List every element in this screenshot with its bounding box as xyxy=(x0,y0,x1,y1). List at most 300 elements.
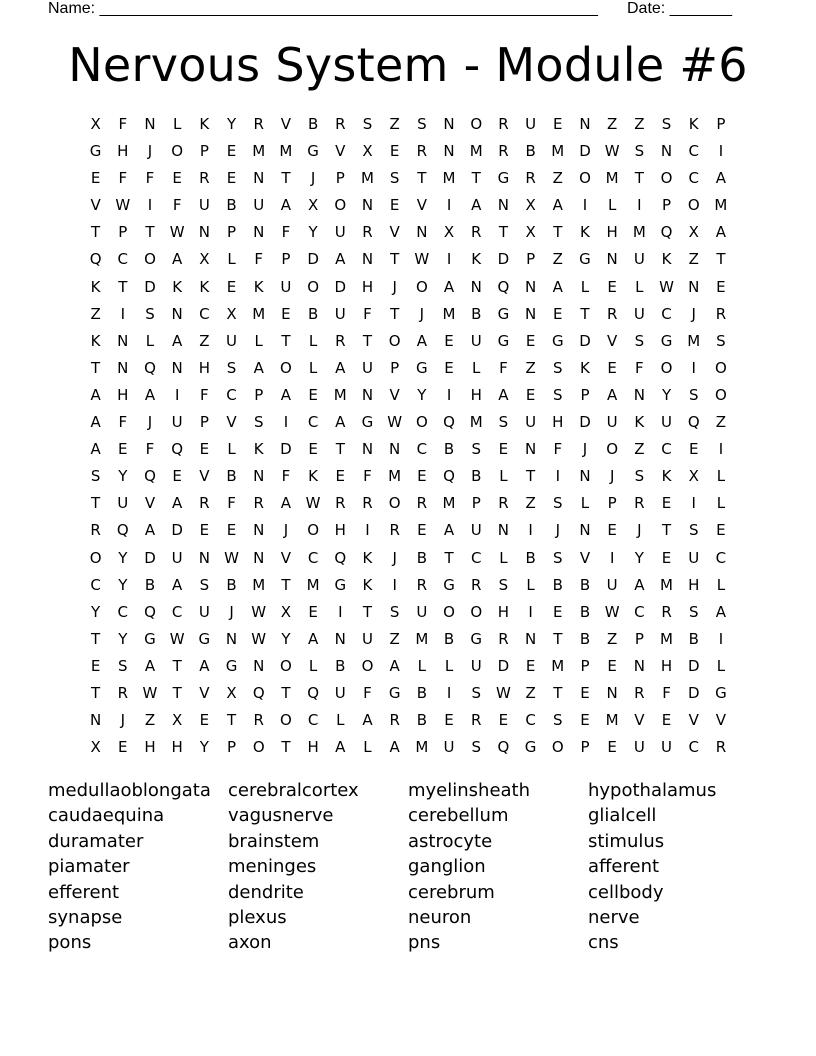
grid-letter: B xyxy=(552,575,563,594)
grid-letter: O xyxy=(579,169,591,188)
grid-letter: L xyxy=(336,711,345,730)
grid-letter: J xyxy=(637,521,642,540)
grid-letter: M xyxy=(605,169,619,188)
grid-letter: B xyxy=(226,575,237,594)
grid-letter: L xyxy=(254,331,263,350)
grid-letter: Q xyxy=(89,250,102,269)
grid-letter: A xyxy=(443,277,455,296)
grid-letter: E xyxy=(90,169,101,188)
grid-letter: G xyxy=(443,575,455,594)
grid-letter: A xyxy=(607,385,618,404)
grid-letter: C xyxy=(307,711,319,730)
grid-letter: J xyxy=(310,169,316,188)
grid-letter: H xyxy=(361,277,374,296)
grid-letter: B xyxy=(471,304,482,323)
grid-letter: S xyxy=(553,494,563,513)
grid-letter: D xyxy=(579,413,591,432)
grid-letter: K xyxy=(253,440,264,459)
grid-letter: B xyxy=(688,629,699,648)
grid-letter: M xyxy=(660,629,673,648)
grid-letter: S xyxy=(553,711,563,730)
grid-letter: E xyxy=(118,738,128,757)
grid-letter: S xyxy=(199,575,210,594)
grid-letter: S xyxy=(118,656,128,675)
grid-letter: L xyxy=(472,358,481,377)
worksheet-header xyxy=(48,0,748,20)
grid-letter: T xyxy=(91,629,101,648)
grid-letter: N xyxy=(579,521,591,540)
grid-letter: U xyxy=(361,358,373,377)
grid-letter: R xyxy=(661,602,672,621)
word-list-item: ganglion xyxy=(408,856,486,878)
grid-letter: Q xyxy=(443,467,455,486)
grid-letter: E xyxy=(661,548,672,567)
grid-letter: G xyxy=(144,629,156,648)
grid-letter: C xyxy=(307,413,319,432)
grid-letter: F xyxy=(200,385,209,404)
grid-letter: B xyxy=(443,440,455,459)
grid-letter: W xyxy=(495,683,511,702)
grid-letter: N xyxy=(361,196,374,215)
grid-letter: U xyxy=(416,602,428,621)
grid-letter: W xyxy=(142,683,158,702)
grid-letter: T xyxy=(172,656,182,675)
grid-letter: S xyxy=(661,115,672,133)
grid-letter: O xyxy=(280,656,292,675)
grid-letter: I xyxy=(446,683,452,702)
grid-letter: K xyxy=(661,250,672,269)
grid-letter: M xyxy=(333,385,347,404)
grid-letter: U xyxy=(661,738,673,757)
grid-letter: E xyxy=(580,711,590,730)
grid-letter: M xyxy=(415,629,429,648)
grid-letter: Z xyxy=(715,413,727,432)
grid-letter: F xyxy=(145,169,155,188)
grid-letter: Z xyxy=(199,331,210,350)
word-list-item: synapse xyxy=(48,906,123,928)
grid-letter: H xyxy=(171,738,183,757)
grid-letter: N xyxy=(225,629,238,648)
grid-letter: T xyxy=(580,304,590,323)
word-list-item: meninges xyxy=(228,856,317,878)
grid-letter: W xyxy=(169,629,185,648)
grid-letter: S xyxy=(471,440,481,459)
grid-letter: E xyxy=(498,440,509,459)
grid-letter: D xyxy=(334,277,347,296)
word-search-grid xyxy=(82,111,735,761)
grid-letter: M xyxy=(442,494,456,513)
grid-letter: O xyxy=(551,738,564,757)
grid-letter: I xyxy=(609,548,615,567)
grid-letter: I xyxy=(365,521,370,540)
grid-letter: I xyxy=(120,304,125,323)
grid-letter: R xyxy=(498,494,509,513)
grid-letter: J xyxy=(147,142,153,161)
grid-letter: N xyxy=(443,115,455,133)
word-list-item: cerebrum xyxy=(408,881,495,903)
grid-letter: B xyxy=(579,629,591,648)
grid-letter: U xyxy=(198,602,210,621)
grid-letter: Z xyxy=(525,358,536,377)
grid-letter: G xyxy=(470,629,483,648)
grid-letter: V xyxy=(335,142,346,161)
grid-letter: I xyxy=(446,250,452,269)
grid-letter: G xyxy=(225,656,238,675)
grid-letter: O xyxy=(171,142,184,161)
grid-letter: R xyxy=(389,521,400,540)
grid-letter: E xyxy=(553,602,563,621)
grid-letter: G xyxy=(361,413,374,432)
grid-letter: B xyxy=(579,575,591,594)
word-list-item: stimulus xyxy=(588,830,665,852)
grid-letter: B xyxy=(226,196,237,215)
grid-letter: Q xyxy=(497,277,510,296)
word-list-item: glialcell xyxy=(588,805,657,827)
grid-letter: T xyxy=(716,250,726,269)
grid-letter: N xyxy=(633,656,645,675)
grid-letter: O xyxy=(470,602,483,621)
grid-letter: Q xyxy=(144,358,156,377)
grid-letter: U xyxy=(661,413,673,432)
grid-letter: F xyxy=(363,683,372,702)
grid-letter: U xyxy=(606,575,618,594)
grid-letter: L xyxy=(227,440,236,459)
grid-letter: J xyxy=(229,602,234,621)
grid-letter: V xyxy=(199,683,210,702)
grid-letter: T xyxy=(91,683,101,702)
grid-letter: O xyxy=(280,358,292,377)
grid-letter: A xyxy=(634,575,645,594)
grid-letter: C xyxy=(117,250,129,269)
grid-letter: V xyxy=(715,711,727,730)
grid-letter: C xyxy=(688,169,699,188)
grid-letter: B xyxy=(416,548,427,567)
grid-letter: L xyxy=(308,358,318,377)
grid-letter: F xyxy=(553,440,563,459)
grid-letter: E xyxy=(444,331,454,350)
grid-letter: E xyxy=(226,142,237,161)
grid-letter: A xyxy=(715,602,727,621)
grid-letter: H xyxy=(552,413,564,432)
grid-letter: O xyxy=(307,277,319,296)
grid-letter: Z xyxy=(90,304,101,323)
grid-letter: P xyxy=(607,494,617,513)
grid-letter: S xyxy=(716,331,726,350)
grid-letter: Y xyxy=(308,223,318,242)
grid-letter: U xyxy=(171,413,183,432)
grid-letter: O xyxy=(334,196,347,215)
grid-letter: N xyxy=(253,467,265,486)
grid-letter: W xyxy=(414,250,430,269)
grid-letter: S xyxy=(90,467,101,486)
grid-letter: E xyxy=(580,683,590,702)
grid-letter: H xyxy=(117,385,129,404)
grid-letter: O xyxy=(307,521,319,540)
grid-letter: C xyxy=(634,602,645,621)
grid-letter: Y xyxy=(199,738,209,757)
grid-letter: T xyxy=(91,223,101,242)
grid-letter: R xyxy=(335,115,346,133)
grid-letter: N xyxy=(253,169,265,188)
grid-letter: E xyxy=(444,358,454,377)
grid-letter: E xyxy=(553,115,563,133)
grid-letter: K xyxy=(471,250,482,269)
grid-letter: I xyxy=(446,385,452,404)
grid-letter: P xyxy=(227,223,237,242)
grid-letter: S xyxy=(471,738,481,757)
grid-letter: J xyxy=(582,440,588,459)
grid-letter: X xyxy=(362,142,373,161)
grid-letter: H xyxy=(307,738,319,757)
grid-letter: A xyxy=(362,711,373,730)
grid-letter: O xyxy=(388,331,401,350)
grid-letter: F xyxy=(281,223,291,242)
grid-letter: E xyxy=(118,440,128,459)
word-list-item: cerebellum xyxy=(408,805,509,827)
grid-letter: Z xyxy=(634,440,645,459)
grid-letter: L xyxy=(444,656,454,675)
grid-letter: T xyxy=(281,683,291,702)
grid-letter: G xyxy=(551,331,564,350)
grid-letter: E xyxy=(335,467,346,486)
grid-letter: I xyxy=(718,440,724,459)
word-list-item: medullaoblongata xyxy=(48,780,211,801)
grid-letter: E xyxy=(607,521,617,540)
grid-letter: W xyxy=(604,602,620,621)
grid-letter: E xyxy=(688,440,699,459)
grid-letter: U xyxy=(253,196,265,215)
grid-letter: N xyxy=(198,548,210,567)
grid-letter: R xyxy=(117,683,128,702)
grid-letter: I xyxy=(691,494,696,513)
grid-letter: E xyxy=(607,277,617,296)
grid-letter: N xyxy=(470,277,482,296)
word-list-item: cellbody xyxy=(588,881,664,903)
grid-letter: N xyxy=(334,629,346,648)
grid-letter: U xyxy=(117,494,129,513)
grid-letter: G xyxy=(660,331,673,350)
grid-letter: E xyxy=(226,521,237,540)
grid-letter: O xyxy=(687,196,700,215)
grid-letter: P xyxy=(526,250,536,269)
grid-letter: X xyxy=(525,223,536,242)
grid-letter: V xyxy=(579,548,591,567)
grid-letter: R xyxy=(498,142,509,161)
grid-letter: X xyxy=(172,711,183,730)
grid-letter: T xyxy=(553,683,563,702)
grid-letter: H xyxy=(497,602,510,621)
grid-letter: M xyxy=(660,575,673,594)
grid-letter: L xyxy=(716,494,726,513)
grid-letter: R xyxy=(253,711,264,730)
grid-letter: E xyxy=(417,521,427,540)
grid-letter: S xyxy=(553,548,563,567)
grid-letter: S xyxy=(498,575,509,594)
grid-letter: T xyxy=(498,223,508,242)
grid-letter: W xyxy=(224,548,239,567)
grid-letter: B xyxy=(226,467,237,486)
grid-letter: I xyxy=(528,602,533,621)
grid-letter: R xyxy=(416,494,428,513)
grid-letter: T xyxy=(335,440,345,459)
grid-letter: Z xyxy=(634,115,645,133)
grid-letter: O xyxy=(470,115,483,133)
grid-letter: M xyxy=(469,413,483,432)
grid-letter: F xyxy=(662,683,671,702)
grid-letter: N xyxy=(579,115,591,133)
grid-letter: L xyxy=(227,250,236,269)
grid-letter: B xyxy=(416,711,427,730)
grid-letter: K xyxy=(90,331,101,350)
grid-letter: C xyxy=(661,304,672,323)
grid-letter: M xyxy=(360,169,374,188)
grid-letter: U xyxy=(334,304,346,323)
grid-letter: A xyxy=(280,385,292,404)
grid-letter: J xyxy=(691,304,696,323)
grid-letter: P xyxy=(716,115,726,133)
grid-letter: U xyxy=(470,521,482,540)
grid-letter: X xyxy=(90,738,101,757)
grid-letter: K xyxy=(580,223,590,242)
grid-letter: G xyxy=(334,575,347,594)
grid-letter: W xyxy=(251,629,267,648)
grid-letter: Y xyxy=(118,548,128,567)
grid-letter: R xyxy=(498,115,509,133)
grid-letter: H xyxy=(470,385,482,404)
grid-letter: E xyxy=(661,494,672,513)
word-list-item: afferent xyxy=(588,856,660,878)
grid-letter: E xyxy=(525,656,536,675)
grid-letter: G xyxy=(497,331,510,350)
grid-letter: J xyxy=(392,548,397,567)
grid-letter: N xyxy=(117,331,129,350)
grid-letter: W xyxy=(115,196,131,215)
grid-letter: G xyxy=(198,629,211,648)
grid-letter: Q xyxy=(443,413,455,432)
grid-letter: U xyxy=(633,250,645,269)
grid-letter: F xyxy=(145,440,155,459)
grid-letter: O xyxy=(715,358,727,377)
grid-letter: O xyxy=(361,656,374,675)
grid-letter: C xyxy=(688,142,699,161)
grid-letter: E xyxy=(389,196,400,215)
grid-letter: T xyxy=(226,711,237,730)
grid-letter: B xyxy=(307,115,319,133)
grid-letter: E xyxy=(199,521,210,540)
grid-letter: A xyxy=(307,629,319,648)
grid-letter: K xyxy=(172,277,183,296)
grid-letter: A xyxy=(416,331,427,350)
grid-letter: I xyxy=(392,575,397,594)
grid-letter: I xyxy=(691,358,696,377)
grid-letter: U xyxy=(688,548,700,567)
grid-letter: O xyxy=(715,385,727,404)
word-list-item: astrocyte xyxy=(408,830,493,852)
grid-letter: X xyxy=(525,196,536,215)
grid-letter: L xyxy=(499,467,508,486)
grid-letter: M xyxy=(252,575,266,594)
grid-letter: U xyxy=(361,629,373,648)
grid-letter: M xyxy=(551,142,565,161)
grid-letter: V xyxy=(199,467,210,486)
grid-letter: C xyxy=(525,711,536,730)
grid-letter: E xyxy=(417,467,427,486)
grid-letter: D xyxy=(687,656,700,675)
grid-letter: E xyxy=(716,277,726,296)
grid-letter: T xyxy=(172,683,182,702)
grid-letter: L xyxy=(172,115,182,133)
grid-letter: I xyxy=(338,602,343,621)
grid-letter: Z xyxy=(525,683,536,702)
grid-letter: G xyxy=(497,304,510,323)
grid-letter: Z xyxy=(525,494,536,513)
grid-letter: M xyxy=(632,223,646,242)
grid-letter: C xyxy=(661,440,672,459)
grid-letter: B xyxy=(335,656,346,675)
grid-letter: V xyxy=(389,223,400,242)
grid-letter: C xyxy=(715,548,727,567)
grid-letter: N xyxy=(443,142,455,161)
grid-letter: A xyxy=(389,656,400,675)
word-list-item: caudaequina xyxy=(48,805,165,827)
grid-letter: E xyxy=(199,440,210,459)
grid-letter: P xyxy=(281,250,291,269)
grid-letter: G xyxy=(388,683,401,702)
grid-letter: N xyxy=(361,250,374,269)
word-list xyxy=(48,778,768,956)
word-list-item: pns xyxy=(408,932,441,954)
grid-letter: J xyxy=(555,521,560,540)
grid-letter: Q xyxy=(497,738,510,757)
grid-letter: A xyxy=(335,413,346,432)
grid-letter: E xyxy=(716,521,726,540)
grid-letter: E xyxy=(553,304,563,323)
grid-letter: D xyxy=(579,142,591,161)
grid-letter: E xyxy=(172,169,182,188)
grid-letter: S xyxy=(389,602,400,621)
grid-letter: M xyxy=(605,711,619,730)
grid-letter: V xyxy=(280,548,292,567)
grid-letter: A xyxy=(715,169,727,188)
grid-letter: G xyxy=(89,142,102,161)
grid-letter: U xyxy=(470,656,482,675)
grid-letter: R xyxy=(362,223,373,242)
grid-letter: G xyxy=(416,358,428,377)
grid-letter: P xyxy=(335,169,345,188)
word-list-item: cerebralcortex xyxy=(228,780,359,801)
grid-letter: C xyxy=(199,304,210,323)
grid-letter: M xyxy=(279,142,293,161)
grid-letter: A xyxy=(90,413,101,432)
grid-letter: E xyxy=(226,169,237,188)
grid-letter: S xyxy=(253,413,264,432)
grid-letter: O xyxy=(660,358,673,377)
grid-letter: L xyxy=(499,548,508,567)
grid-letter: E xyxy=(281,304,291,323)
grid-letter: E xyxy=(661,711,672,730)
grid-letter: S xyxy=(634,331,645,350)
grid-letter: U xyxy=(334,683,346,702)
grid-letter: Q xyxy=(144,602,156,621)
grid-letter: Q xyxy=(171,440,184,459)
grid-letter: T xyxy=(91,358,101,377)
grid-letter: H xyxy=(606,223,618,242)
grid-letter: S xyxy=(417,115,427,133)
grid-letter: B xyxy=(443,629,455,648)
grid-letter: U xyxy=(633,738,645,757)
grid-letter: O xyxy=(280,711,292,730)
grid-letter: B xyxy=(471,467,482,486)
